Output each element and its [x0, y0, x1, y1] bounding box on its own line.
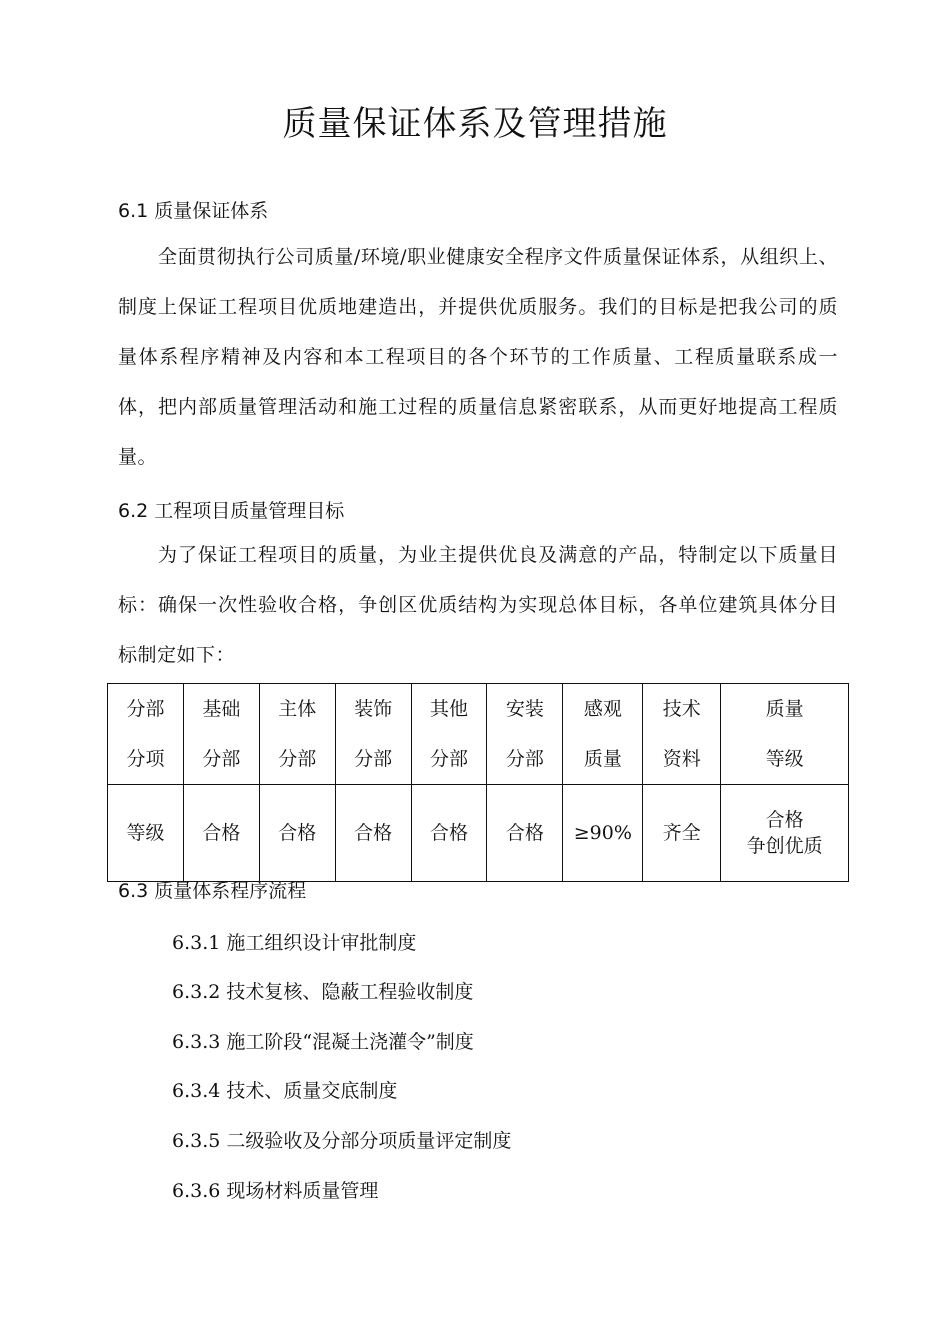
section-paragraph-6-2: 为了保证工程项目的质量，为业主提供优良及满意的产品，特制定以下质量目标：确保一次性验收合格，争创区优质结构为实现总体目标，各单位建筑具体分目标制定如下： — [118, 544, 838, 666]
list-item: 6.3.5 二级验收及分部分项质量评定制度 — [172, 1130, 512, 1152]
table-cell: 合格 — [411, 785, 487, 882]
document-title: 质量保证体系及管理措施 — [282, 104, 668, 144]
table-cell: 合格 — [183, 785, 259, 882]
table-cell: 质量 等级 — [721, 684, 849, 785]
table-cell: ≥90% — [563, 785, 643, 882]
table-cell: 主体 分部 — [259, 684, 335, 785]
table-row — [108, 785, 849, 882]
table-cell: 合格 — [259, 785, 335, 882]
table-cell: 技术 资料 — [643, 684, 721, 785]
table-cell: 安装 分部 — [487, 684, 563, 785]
list-item: 6.3.6 现场材料质量管理 — [172, 1180, 379, 1202]
table-cell: 分部 分项 — [108, 684, 184, 785]
table-cell: 齐全 — [643, 785, 721, 882]
section-paragraph-6-1: 全面贯彻执行公司质量/环境/职业健康安全程序文件质量保证体系，从组织上、制度上保证工程项目优质地建造出，并提供优质服务。我们的目标是把我公司的质量体系程序精神及内容和本工程项目的各个环节的工作质量、工程质量联系成一体，把内部质量管理活动和施工过程的质量信息紧密联系，从而更好地提高工程质量。 — [118, 246, 838, 468]
table-cell: 合格 — [335, 785, 411, 882]
section-heading-6-3: 6.3 质量体系程序流程 — [118, 880, 307, 902]
table-header-row — [108, 684, 849, 785]
table-cell: 其他 分部 — [411, 684, 487, 785]
list-item: 6.3.2 技术复核、隐蔽工程验收制度 — [172, 981, 474, 1003]
table-cell: 合格 — [487, 785, 563, 882]
table-cell: 装饰 分部 — [335, 684, 411, 785]
section-heading-6-2: 6.2 工程项目质量管理目标 — [118, 500, 345, 522]
table-cell: 基础 分部 — [183, 684, 259, 785]
table-cell: 感观 质量 — [563, 684, 643, 785]
section-heading-6-1: 6.1 质量保证体系 — [118, 200, 269, 222]
list-item: 6.3.1 施工组织设计审批制度 — [172, 932, 417, 954]
list-item: 6.3.3 施工阶段“混凝土浇灌令”制度 — [172, 1031, 474, 1053]
table-cell: 合格 争创优质 — [721, 785, 849, 882]
table-cell: 等级 — [108, 785, 184, 882]
quality-target-table — [107, 683, 849, 882]
list-item: 6.3.4 技术、质量交底制度 — [172, 1080, 398, 1102]
